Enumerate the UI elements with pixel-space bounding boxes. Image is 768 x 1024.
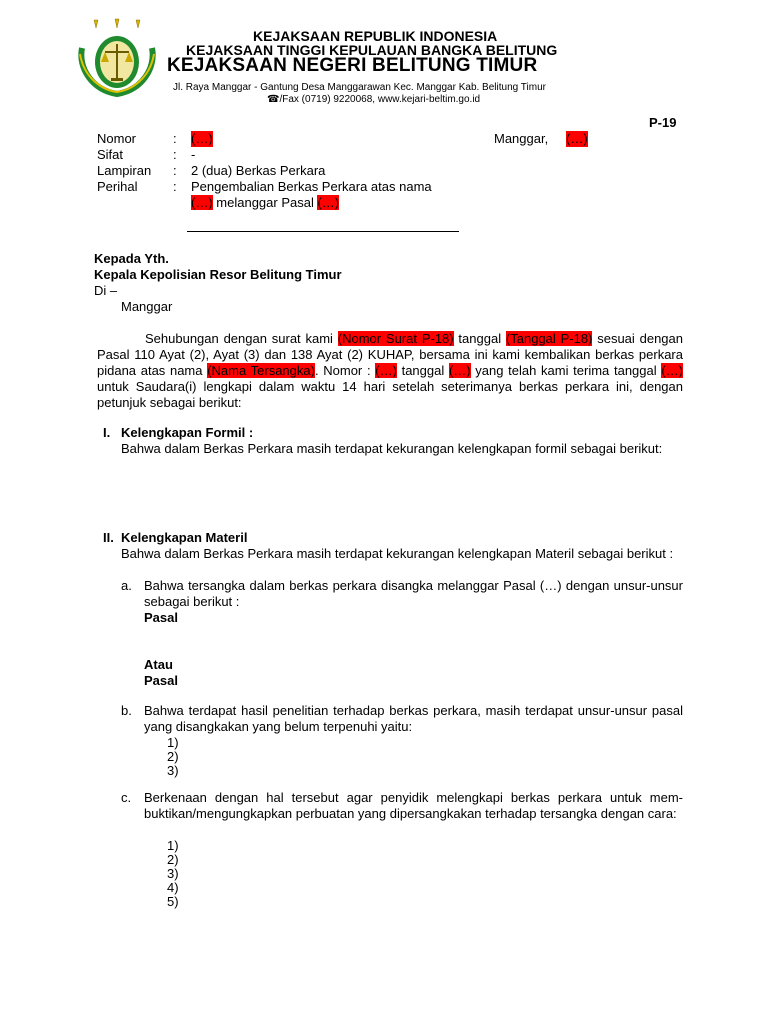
lampiran-value: 2 (dua) Berkas Perkara	[191, 163, 326, 178]
perihal-label: Perihal	[97, 179, 138, 194]
list-item: 5)	[167, 894, 179, 909]
item-a-text: Bahwa tersangka dalam berkas perkara disangka melanggar Pasal (…) dengan unsur-unsur sebagai berikut :	[144, 578, 683, 609]
list-item: 3)	[167, 763, 179, 778]
p1-text: sesuai dengan Pasal 110 Ayat (2), Ayat (3) dan 138 Ayat (2) KUHAP, bersama ini kami kembalikan berkas perkara pidana atas nama	[97, 331, 683, 378]
opening-paragraph	[97, 331, 683, 411]
lampiran-label: Lampiran	[97, 163, 152, 178]
list-item: 2)	[167, 852, 179, 867]
nomor-value: (…)	[191, 131, 213, 146]
perihal-name: (…)	[191, 195, 213, 210]
place-label: Manggar,	[494, 131, 549, 146]
section-2-number: II.	[103, 530, 114, 545]
nomor-berkas: (…)	[375, 363, 397, 378]
divider-line	[187, 231, 459, 232]
list-item: 2)	[167, 749, 179, 764]
list-item: 4)	[167, 880, 179, 895]
city: Manggar	[121, 299, 173, 314]
section-1-title: Kelengkapan Formil :	[121, 425, 254, 440]
p1-text: yang telah kami terima tanggal	[470, 363, 662, 378]
colon: :	[173, 163, 177, 178]
nama-tersangka: (Nama Tersangka)	[207, 363, 315, 378]
colon: :	[173, 131, 177, 146]
nomor-label: Nomor	[97, 131, 137, 146]
list-item: 3)	[167, 866, 179, 881]
nomor-surat-p18: (Nomor Surat P-18)	[337, 331, 454, 346]
list-item: 1)	[167, 735, 179, 750]
tanggal-berkas: (…)	[448, 363, 471, 378]
kepada-label: Kepada Yth.	[94, 251, 169, 266]
list-item: 1)	[167, 838, 179, 853]
sifat-value: -	[191, 147, 196, 162]
di-label: Di –	[94, 283, 118, 298]
p1-text: Sehubungan dengan surat kami	[145, 331, 338, 346]
item-b-label: b.	[121, 703, 132, 718]
perihal-mid: melanggar Pasal	[212, 195, 318, 210]
perihal-line-2	[191, 195, 339, 211]
p1-text: tanggal	[396, 363, 449, 378]
header-address: Jl. Raya Manggar - Gantung Desa Manggarawan Kec. Manggar Kab. Belitung Timur	[173, 82, 546, 93]
section-2-text: Bahwa dalam Berkas Perkara masih terdapat kekurangan kelengkapan Materil sebagai berikut :	[121, 546, 674, 561]
perihal-pasal: (…)	[317, 195, 340, 210]
kejaksaan-emblem-icon	[74, 18, 160, 98]
p1-text: untuk Saudara(i) lengkapi dalam waktu 14 hari setelah seterimanya berkas perkara ini, dengan petunjuk sebagai berikut:	[97, 379, 683, 410]
form-code: P-19	[649, 115, 677, 130]
p1-text: . Nomor :	[314, 363, 376, 378]
header-line-2: KEJAKSAAN TINGGI KEPULAUAN BANGKA BELITUNG	[186, 42, 558, 58]
date-value: (…)	[566, 131, 588, 146]
atau: Atau	[144, 657, 173, 672]
item-c-text: Berkenaan dengan hal tersebut agar penyidik melengkapi berkas perkara untuk mem-buktikan/mengungkapkan perbuatan yang dipersangkakan terhadap tersangka dengan cara:	[144, 790, 683, 821]
colon: :	[173, 147, 177, 162]
item-a-label: a.	[121, 578, 132, 593]
header-contact: ☎/Fax (0719) 9220068, www.kejari-beltim.go.id	[267, 94, 481, 105]
sifat-label: Sifat	[97, 147, 124, 162]
tanggal-terima: (…)	[661, 363, 683, 378]
recipient: Kepala Kepolisian Resor Belitung Timur	[94, 267, 342, 282]
item-b-text: Bahwa terdapat hasil penelitian terhadap berkas perkara, masih terdapat unsur-unsur pasal yang disangkakan yang belum terpenuhi yaitu:	[144, 703, 683, 734]
pasal-2: Pasal	[144, 673, 178, 688]
header-line-1: KEJAKSAAN REPUBLIK INDONESIA	[253, 28, 498, 44]
item-c-label: c.	[121, 790, 132, 805]
section-1-text: Bahwa dalam Berkas Perkara masih terdapat kekurangan kelengkapan formil sebagai berikut:	[121, 441, 663, 456]
p1-text: tanggal	[453, 331, 506, 346]
section-2-title: Kelengkapan Materil	[121, 530, 248, 545]
section-1-number: I.	[103, 425, 111, 440]
perihal-line-1: Pengembalian Berkas Perkara atas nama	[191, 179, 432, 194]
header-line-3: KEJAKSAAN NEGERI BELITUNG TIMUR	[167, 55, 538, 76]
pasal-1: Pasal	[144, 610, 178, 625]
colon: :	[173, 179, 177, 194]
tanggal-p18: (Tanggal P-18)	[505, 331, 593, 346]
